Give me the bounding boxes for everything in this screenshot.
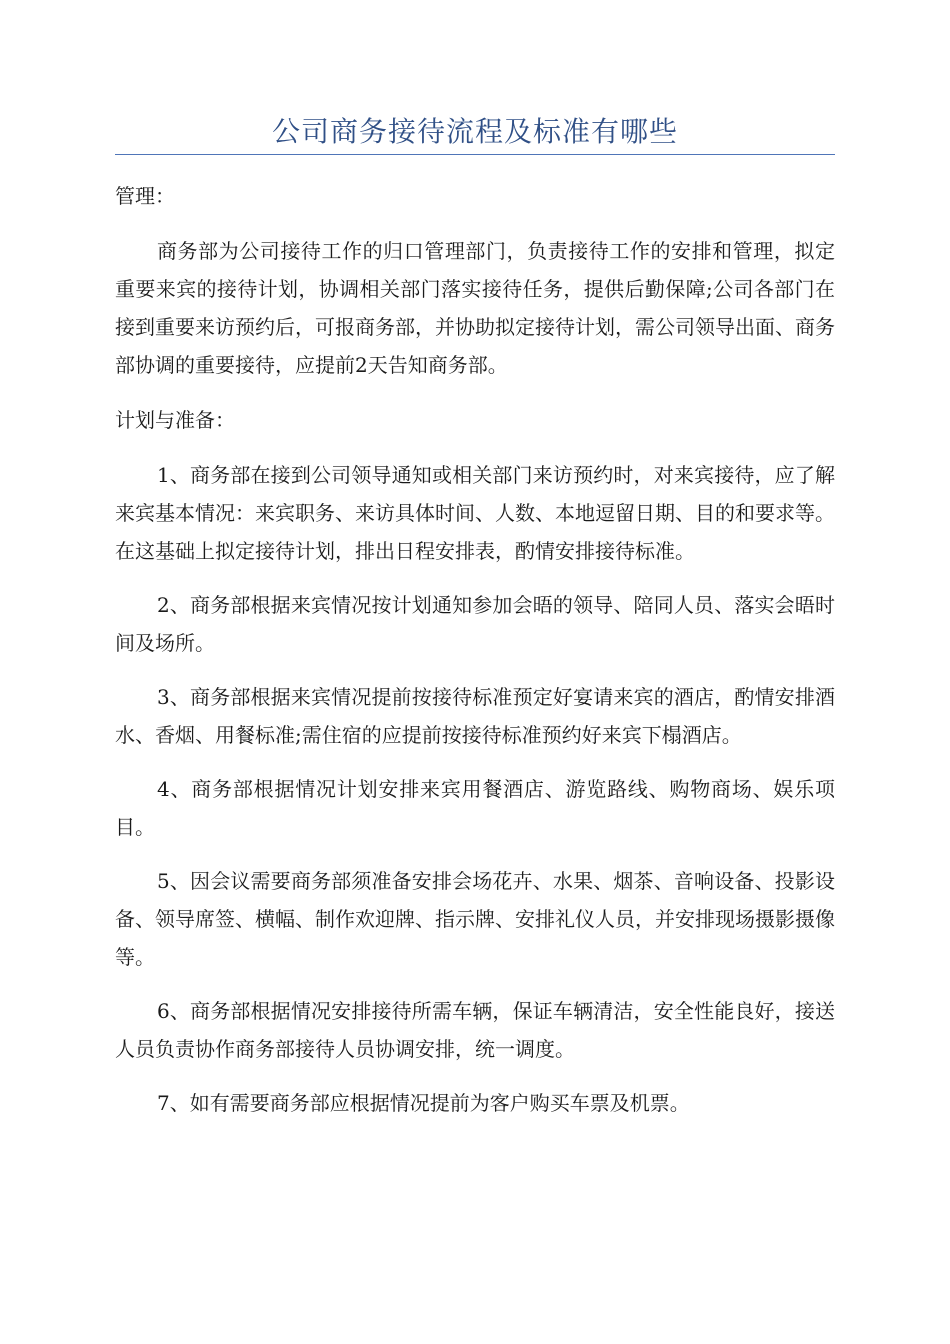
document-title: 公司商务接待流程及标准有哪些 bbox=[271, 115, 678, 148]
paragraph-item-4: 4、商务部根据情况计划安排来宾用餐酒店、游览路线、购物商场、娱乐项目。 bbox=[115, 777, 835, 839]
paragraph-management: 商务部为公司接待工作的归口管理部门，负责接待工作的安排和管理，拟定重要来宾的接待计划，协调相关部门落实接待任务，提供后勤保障;公司各部门在接到重要来访预约后，可报商务部，并协助拟定接待计划，需公司领导出面、商务部协调的重要接待，应提前2天告知商务部。 bbox=[115, 239, 835, 377]
title-underline bbox=[115, 154, 835, 155]
section-heading-planning: 计划与准备： bbox=[115, 408, 235, 432]
section-heading-management: 管理： bbox=[115, 184, 175, 208]
paragraph-item-6: 6、商务部根据情况安排接待所需车辆，保证车辆清洁，安全性能良好，接送人员负责协作商务部接待人员协调安排，统一调度。 bbox=[115, 999, 835, 1061]
paragraph-item-5: 5、因会议需要商务部须准备安排会场花卉、水果、烟茶、音响设备、投影设备、领导席签、横幅、制作欢迎牌、指示牌、安排礼仪人员，并安排现场摄影摄像等。 bbox=[115, 869, 835, 969]
paragraph-item-2: 2、商务部根据来宾情况按计划通知参加会晤的领导、陪同人员、落实会晤时间及场所。 bbox=[115, 593, 835, 655]
paragraph-item-3: 3、商务部根据来宾情况提前按接待标准预定好宴请来宾的酒店，酌情安排酒水、香烟、用餐标准;需住宿的应提前按接待标准预约好来宾下榻酒店。 bbox=[115, 685, 835, 747]
paragraph-item-7: 7、如有需要商务部应根据情况提前为客户购买车票及机票。 bbox=[157, 1091, 690, 1115]
paragraph-item-1: 1、商务部在接到公司领导通知或相关部门来访预约时，对来宾接待，应了解来宾基本情况：来宾职务、来访具体时间、人数、本地逗留日期、目的和要求等。在这基础上拟定接待计划，排出日程安排表，酌情安排接待标准。 bbox=[115, 463, 835, 563]
document-body bbox=[115, 176, 835, 1138]
